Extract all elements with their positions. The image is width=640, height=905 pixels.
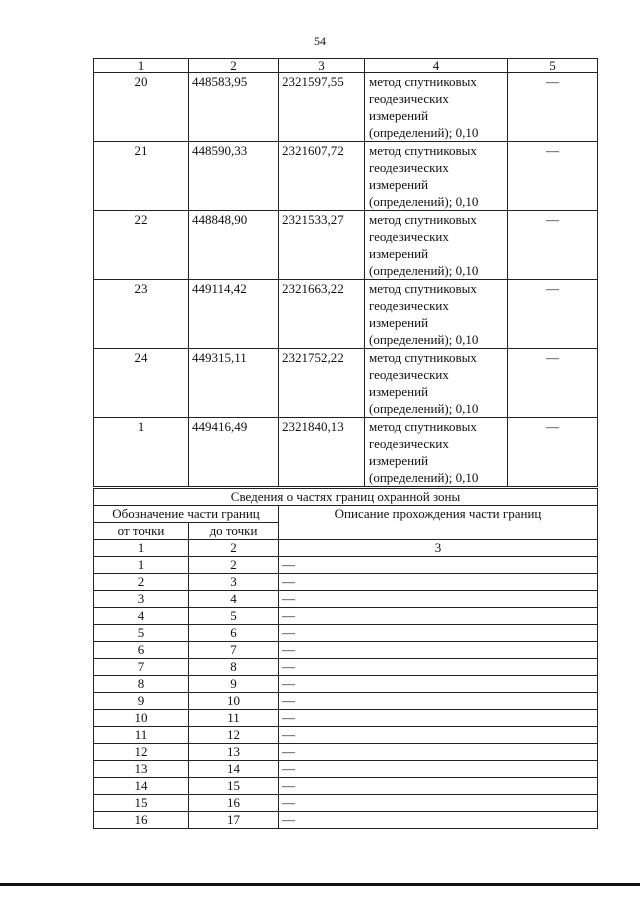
method-line: (определений); 0,10 [369,263,479,278]
from-point-header: от точки [94,523,189,540]
point-number: 22 [94,211,189,280]
coordinate-y: 2321663,22 [279,280,365,349]
coordinate-y: 2321840,13 [279,418,365,487]
to-point: 7 [189,642,279,659]
coordinate-x: 448590,33 [189,142,279,211]
from-point: 3 [94,591,189,608]
part-description: — [279,778,598,795]
boundary-part-row [94,676,598,693]
column-5-value: — [508,349,598,418]
to-point: 14 [189,761,279,778]
boundary-part-row [94,727,598,744]
column-5-value: — [508,73,598,142]
to-point: 9 [189,676,279,693]
from-point: 7 [94,659,189,676]
method-description [365,349,508,418]
column-number-header: 1 [94,59,189,73]
method-line: метод спутниковых [369,143,477,158]
method-line: метод спутниковых [369,350,477,365]
from-point: 11 [94,727,189,744]
method-description [365,211,508,280]
coordinate-x: 449416,49 [189,418,279,487]
boundary-part-row [94,659,598,676]
from-point: 10 [94,710,189,727]
column-number-header: 2 [189,59,279,73]
part-description: — [279,642,598,659]
method-line: (определений); 0,10 [369,332,479,347]
part-description: — [279,608,598,625]
part-description: — [279,625,598,642]
to-point: 13 [189,744,279,761]
column-number-header: 3 [279,59,365,73]
point-number: 21 [94,142,189,211]
boundary-part-row [94,608,598,625]
footer-rule [0,883,640,886]
to-point: 15 [189,778,279,795]
from-point: 15 [94,795,189,812]
method-description [365,280,508,349]
method-line: измерений [369,177,429,192]
part-description: — [279,710,598,727]
boundary-part-row [94,693,598,710]
to-point: 5 [189,608,279,625]
method-line: геодезических [369,91,449,106]
boundary-part-row [94,761,598,778]
to-point: 4 [189,591,279,608]
parts-column-numbers-row [94,540,598,557]
coordinate-x: 448848,90 [189,211,279,280]
part-description: — [279,574,598,591]
coordinates-header-row [94,59,598,73]
to-point: 8 [189,659,279,676]
part-description: — [279,744,598,761]
boundary-part-row [94,744,598,761]
to-point: 11 [189,710,279,727]
to-point: 12 [189,727,279,744]
coordinate-row [94,280,598,349]
from-point: 5 [94,625,189,642]
method-line: метод спутниковых [369,74,477,89]
to-point: 3 [189,574,279,591]
coordinate-x: 449114,42 [189,280,279,349]
from-point: 16 [94,812,189,829]
method-line: метод спутниковых [369,281,477,296]
part-description: — [279,676,598,693]
coordinate-x: 448583,95 [189,73,279,142]
from-point: 2 [94,574,189,591]
boundary-part-row [94,557,598,574]
coordinate-y: 2321597,55 [279,73,365,142]
boundary-part-row [94,710,598,727]
boundary-part-row [94,591,598,608]
method-line: геодезических [369,436,449,451]
to-point: 6 [189,625,279,642]
part-description: — [279,727,598,744]
method-line: (определений); 0,10 [369,125,479,140]
coordinate-row [94,418,598,487]
column-number-header: 5 [508,59,598,73]
method-line: геодезических [369,367,449,382]
method-line: метод спутниковых [369,419,477,434]
column-5-value: — [508,418,598,487]
column-number-header: 1 [94,540,189,557]
coordinates-table [93,58,598,487]
to-point: 17 [189,812,279,829]
parts-title-row [94,489,598,506]
method-line: измерений [369,453,429,468]
designation-header: Обозначение части границ [94,506,279,523]
boundary-part-row [94,778,598,795]
column-number-header: 4 [365,59,508,73]
parts-table-title: Сведения о частях границ охранной зоны [94,489,598,506]
column-number-header: 2 [189,540,279,557]
boundary-part-row [94,574,598,591]
method-line: измерений [369,384,429,399]
column-5-value: — [508,211,598,280]
coordinate-row [94,349,598,418]
method-line: (определений); 0,10 [369,194,479,209]
coordinate-y: 2321607,72 [279,142,365,211]
method-description [365,418,508,487]
from-point: 6 [94,642,189,659]
method-line: (определений); 0,10 [369,470,479,485]
part-description: — [279,795,598,812]
method-line: геодезических [369,298,449,313]
part-description: — [279,557,598,574]
point-number: 24 [94,349,189,418]
part-description: — [279,812,598,829]
from-point: 8 [94,676,189,693]
part-description: — [279,659,598,676]
method-line: измерений [369,108,429,123]
to-point-header: до точки [189,523,279,540]
coordinate-x: 449315,11 [189,349,279,418]
coordinate-row [94,211,598,280]
boundary-part-row [94,812,598,829]
from-point: 14 [94,778,189,795]
description-header: Описание прохождения части границ [279,506,598,540]
method-description [365,73,508,142]
coordinate-row [94,73,598,142]
method-line: метод спутниковых [369,212,477,227]
coordinate-row [94,142,598,211]
part-description: — [279,761,598,778]
parts-header-row [94,506,598,523]
boundary-parts-table [93,488,598,829]
method-line: (определений); 0,10 [369,401,479,416]
page-number: 54 [314,34,326,48]
column-number-header: 3 [279,540,598,557]
column-5-value: — [508,280,598,349]
boundary-part-row [94,642,598,659]
method-line: геодезических [369,229,449,244]
method-description [365,142,508,211]
from-point: 4 [94,608,189,625]
from-point: 1 [94,557,189,574]
part-description: — [279,693,598,710]
part-description: — [279,591,598,608]
from-point: 9 [94,693,189,710]
from-point: 12 [94,744,189,761]
column-5-value: — [508,142,598,211]
point-number: 20 [94,73,189,142]
to-point: 2 [189,557,279,574]
coordinate-y: 2321752,22 [279,349,365,418]
to-point: 16 [189,795,279,812]
point-number: 1 [94,418,189,487]
from-point: 13 [94,761,189,778]
to-point: 10 [189,693,279,710]
method-line: измерений [369,315,429,330]
coordinate-y: 2321533,27 [279,211,365,280]
boundary-part-row [94,625,598,642]
method-line: измерений [369,246,429,261]
boundary-part-row [94,795,598,812]
point-number: 23 [94,280,189,349]
method-line: геодезических [369,160,449,175]
